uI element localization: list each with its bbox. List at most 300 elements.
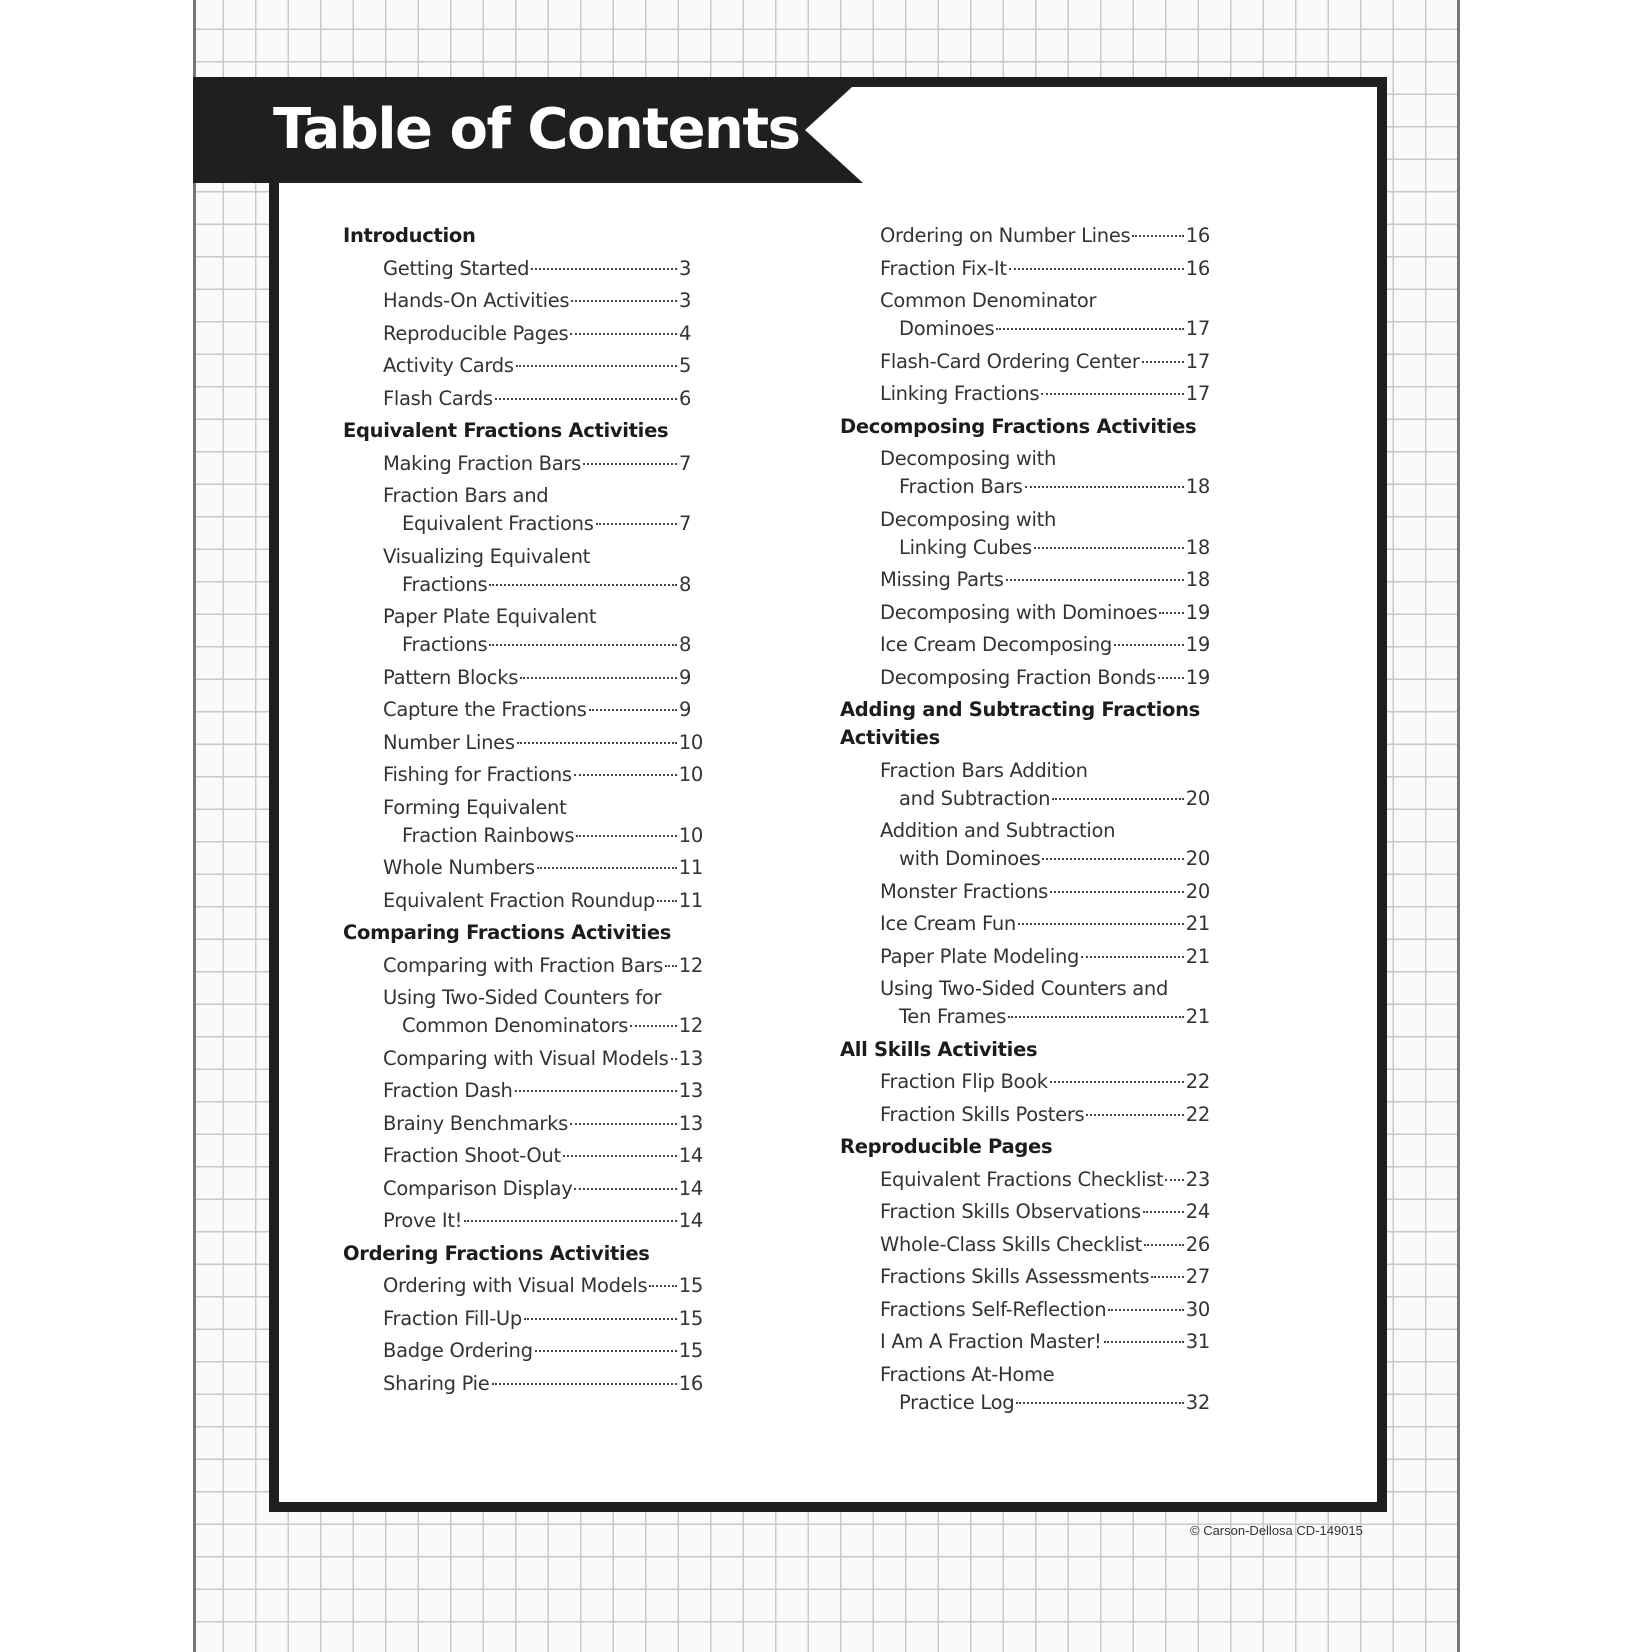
toc-entry-line — [880, 1263, 1210, 1291]
dot-leader — [1108, 1309, 1183, 1311]
page-number: 21 — [1185, 912, 1210, 935]
dot-leader — [1158, 677, 1184, 679]
dot-leader — [1041, 393, 1184, 395]
toc-entry[interactable] — [343, 385, 703, 413]
toc-entry[interactable] — [343, 1207, 703, 1235]
toc-entry-title: Prove It! — [383, 1209, 463, 1232]
toc-entry[interactable] — [343, 729, 703, 757]
toc-entry-second-line — [880, 473, 1210, 501]
dot-leader — [1034, 547, 1184, 549]
toc-entry-title: Brainy Benchmarks — [383, 1111, 568, 1135]
toc-entry[interactable] — [840, 1263, 1210, 1291]
section-heading-text: All Skills Activities — [840, 1037, 1038, 1061]
dot-leader — [1142, 361, 1184, 363]
page-number: 15 — [678, 1306, 703, 1330]
toc-entry-title: Fraction Skills Observations — [880, 1200, 1141, 1223]
page-number: 20 — [1185, 847, 1210, 870]
toc-entry[interactable] — [840, 1361, 1210, 1417]
toc-entry-title: Pattern Blocks — [383, 665, 519, 689]
toc-entry[interactable] — [840, 631, 1210, 659]
toc-entry[interactable] — [343, 320, 703, 348]
toc-entry-line — [383, 287, 703, 315]
page-number: 13 — [678, 1111, 703, 1135]
toc-entry[interactable] — [343, 952, 703, 980]
page-number: 22 — [1185, 1102, 1210, 1126]
dot-leader — [517, 742, 677, 744]
toc-entry[interactable] — [343, 1175, 703, 1203]
dot-leader — [531, 268, 677, 270]
toc-entry-title: Whole-Class Skills Checklist — [880, 1232, 1143, 1256]
toc-entry-line — [880, 566, 1210, 594]
dot-leader — [1143, 1211, 1184, 1213]
toc-entry-first-line — [880, 975, 1210, 1003]
toc-entry-line — [383, 255, 703, 283]
toc-entry-line — [383, 352, 703, 380]
toc-entry-second-line — [880, 1389, 1210, 1417]
toc-entry-line — [383, 696, 703, 724]
page-number: 16 — [1185, 256, 1210, 280]
page-number: 19 — [1185, 633, 1210, 656]
dot-leader — [1086, 1114, 1183, 1116]
toc-entry-line — [880, 1101, 1210, 1129]
page-number: 10 — [678, 823, 703, 847]
section-heading-text: Comparing Fractions Activities — [343, 921, 672, 944]
dot-leader — [492, 1383, 677, 1385]
toc-entry-line — [383, 729, 703, 757]
dot-leader — [1159, 612, 1183, 614]
toc-entry-title: Paper Plate Modeling — [880, 944, 1080, 968]
dot-leader — [489, 584, 677, 586]
toc-entry-title: Capture the Fractions — [383, 698, 587, 721]
dot-leader — [1151, 1276, 1184, 1278]
page-number: 10 — [678, 730, 703, 754]
dot-leader — [515, 1090, 677, 1092]
toc-entry-title: Equivalent Fractions Checklist — [880, 1167, 1164, 1191]
toc-entry[interactable] — [343, 696, 703, 724]
toc-entry-title: Ordering on Number Lines — [880, 224, 1131, 247]
toc-entry-title: Addition and Subtraction — [880, 819, 1116, 842]
dot-leader — [1132, 235, 1183, 237]
toc-entry-title: Decomposing with Dominoes — [880, 600, 1158, 624]
toc-entry-title: Linking Fractions — [880, 382, 1040, 405]
toc-entry[interactable] — [840, 599, 1210, 627]
page-number: 30 — [1185, 1297, 1210, 1321]
dot-leader — [489, 644, 677, 646]
toc-entry-title: Whole Numbers — [383, 856, 535, 879]
toc-entry-second-line — [880, 1003, 1210, 1031]
toc-entry-first-line — [383, 603, 703, 631]
toc-entry-title: Common Denominator — [880, 289, 1097, 312]
toc-entry-title: Making Fraction Bars — [383, 451, 581, 475]
toc-entry-line — [880, 631, 1210, 659]
page-number: 7 — [679, 451, 692, 475]
toc-entry[interactable] — [343, 664, 703, 692]
dot-leader — [596, 523, 677, 525]
toc-entry-title: Fraction Fix-It — [880, 256, 1007, 280]
toc-entry-title: Activity Cards — [383, 354, 514, 377]
toc-entry-title: Monster Fractions — [880, 879, 1049, 903]
toc-entry[interactable] — [840, 287, 1210, 343]
section-heading-text: Adding and Subtracting Fractions — [840, 698, 1200, 721]
dot-leader — [535, 1350, 677, 1352]
toc-entry-line — [383, 854, 703, 882]
page-number: 14 — [678, 1209, 703, 1232]
page-number: 21 — [1185, 1005, 1210, 1028]
page-number: 7 — [679, 512, 692, 535]
toc-entry-second-line — [383, 1012, 703, 1040]
toc-entry[interactable] — [840, 348, 1210, 376]
page-number: 4 — [679, 321, 692, 345]
toc-entry-line — [880, 1198, 1210, 1226]
dot-leader — [1050, 1081, 1184, 1083]
page-number: 23 — [1185, 1167, 1210, 1191]
toc-entry-line — [383, 664, 703, 692]
toc-entry[interactable] — [343, 984, 703, 1040]
toc-entry[interactable] — [840, 380, 1210, 408]
toc-entry-first-line — [880, 506, 1210, 534]
toc-entry[interactable] — [343, 854, 703, 882]
toc-entry-line — [880, 943, 1210, 971]
toc-entry-title: Number Lines — [383, 730, 515, 754]
toc-entry-line — [880, 1068, 1210, 1096]
toc-entry[interactable] — [343, 887, 703, 915]
toc-entry-title: Flash Cards — [383, 386, 493, 410]
toc-entry[interactable] — [343, 1305, 703, 1333]
toc-entry[interactable] — [840, 975, 1210, 1031]
toc-entry-line — [880, 255, 1210, 283]
toc-entry-title: Fractions Skills Assessments — [880, 1265, 1150, 1288]
toc-entry-line — [880, 664, 1210, 692]
section-heading-text: Decomposing Fractions Activities — [840, 414, 1197, 438]
page-number: 5 — [679, 354, 692, 377]
toc-entry-first-line — [880, 287, 1210, 315]
title-banner — [193, 77, 863, 183]
page-number: 14 — [678, 1176, 703, 1200]
toc-entry[interactable] — [343, 1337, 703, 1365]
dot-leader — [464, 1220, 677, 1222]
toc-entry-title: Fraction Bars Addition — [880, 758, 1088, 782]
dot-leader — [495, 398, 677, 400]
toc-entry-line — [880, 878, 1210, 906]
toc-entry[interactable] — [343, 794, 703, 850]
dot-leader — [1009, 268, 1184, 270]
section-heading-text-line2: Activities — [840, 726, 940, 749]
toc-entry-first-line — [880, 817, 1210, 845]
page-number: 26 — [1185, 1232, 1210, 1256]
toc-entry-title-continued: Fractions — [402, 572, 488, 596]
dot-leader — [657, 900, 677, 902]
dot-leader — [574, 1188, 676, 1190]
dot-leader — [630, 1025, 677, 1027]
section-heading-text: Introduction — [343, 224, 476, 247]
toc-entry-title: Decomposing Fraction Bonds — [880, 665, 1156, 689]
toc-entry-title: Forming Equivalent — [383, 795, 567, 819]
toc-entry-second-line — [383, 822, 703, 850]
toc-entry-line — [383, 1272, 703, 1300]
toc-entry-title-continued: with Dominoes — [899, 847, 1041, 870]
toc-entry[interactable] — [840, 1166, 1210, 1194]
page-number: 32 — [1185, 1390, 1210, 1414]
toc-entry-line — [383, 1207, 703, 1235]
dot-leader — [1081, 956, 1184, 958]
page-number: 31 — [1185, 1330, 1210, 1353]
dot-leader — [1052, 798, 1184, 800]
toc-entry[interactable] — [343, 543, 703, 599]
page-number: 24 — [1185, 1200, 1210, 1223]
dot-leader — [1042, 858, 1183, 860]
toc-entry[interactable] — [840, 1328, 1210, 1356]
toc-left-column — [343, 222, 703, 1402]
page-number: 3 — [679, 289, 692, 312]
section-heading — [343, 417, 703, 445]
page-number: 17 — [1185, 349, 1210, 373]
toc-entry-title: Using Two-Sided Counters for — [383, 986, 662, 1009]
page-number: 3 — [679, 256, 692, 280]
toc-entry-line — [383, 952, 703, 980]
dot-leader — [516, 365, 677, 367]
dot-leader — [996, 328, 1183, 330]
page-number: 11 — [678, 856, 703, 879]
dot-leader — [1018, 923, 1184, 925]
toc-entry-line — [880, 1328, 1210, 1356]
toc-entry[interactable] — [840, 222, 1210, 250]
page-number: 21 — [1185, 944, 1210, 968]
toc-entry-title: Visualizing Equivalent — [383, 544, 591, 568]
toc-entry-title-continued: Ten Frames — [899, 1005, 1007, 1028]
dot-leader — [570, 333, 677, 335]
toc-entry[interactable] — [840, 1068, 1210, 1096]
dot-leader — [1144, 1244, 1184, 1246]
page-number: 18 — [1185, 535, 1210, 559]
toc-entry-title: Decomposing with — [880, 507, 1057, 531]
toc-entry-title: Fraction Skills Posters — [880, 1102, 1085, 1126]
toc-entry[interactable] — [343, 450, 703, 478]
toc-entry-title: Flash-Card Ordering Center — [880, 349, 1140, 373]
page-number: 16 — [678, 1371, 703, 1395]
toc-entry-title: Fishing for Fractions — [383, 763, 572, 786]
section-heading — [840, 1036, 1210, 1064]
page-number: 13 — [678, 1046, 703, 1070]
toc-entry-first-line — [880, 445, 1210, 473]
toc-entry-second-line — [880, 534, 1210, 562]
section-heading — [840, 696, 1210, 752]
toc-entry-line — [383, 1305, 703, 1333]
page-number: 8 — [679, 633, 692, 656]
toc-entry-first-line — [383, 543, 703, 571]
toc-entry-title-continued: Linking Cubes — [899, 535, 1032, 559]
toc-entry[interactable] — [840, 1296, 1210, 1324]
section-heading — [840, 413, 1210, 441]
toc-entry-line — [383, 1045, 703, 1073]
toc-entry[interactable] — [840, 1101, 1210, 1129]
toc-entry-line — [880, 1166, 1210, 1194]
page-number: 12 — [678, 1014, 703, 1037]
dot-leader — [1114, 644, 1184, 646]
page-number: 11 — [678, 888, 703, 912]
toc-entry-second-line — [880, 785, 1210, 813]
toc-entry-line — [880, 380, 1210, 408]
toc-entry-line — [383, 887, 703, 915]
page-number: 14 — [678, 1144, 703, 1167]
toc-entry-line — [383, 450, 703, 478]
toc-right-column — [840, 222, 1210, 1421]
toc-entry-title-continued: Fraction Rainbows — [402, 823, 575, 847]
page-number: 8 — [679, 572, 692, 596]
toc-entry-title: Reproducible Pages — [383, 321, 569, 345]
toc-entry-title: Fraction Shoot-Out — [383, 1144, 561, 1167]
toc-entry[interactable] — [840, 1231, 1210, 1259]
page-number: 20 — [1185, 879, 1210, 903]
toc-entry[interactable] — [343, 352, 703, 380]
toc-entry[interactable] — [840, 664, 1210, 692]
toc-entry[interactable] — [840, 445, 1210, 501]
toc-entry-title: Ordering with Visual Models — [383, 1274, 648, 1297]
dot-leader — [1016, 1402, 1183, 1404]
page-number: 9 — [679, 665, 692, 689]
toc-entry-line — [383, 320, 703, 348]
page-number: 22 — [1185, 1070, 1210, 1093]
toc-entry-line — [383, 1110, 703, 1138]
toc-entry-first-line — [383, 794, 703, 822]
toc-entry-title: Comparison Display — [383, 1176, 573, 1200]
toc-entry[interactable] — [840, 566, 1210, 594]
toc-entry[interactable] — [343, 761, 703, 789]
toc-entry-first-line — [880, 757, 1210, 785]
dot-leader — [1025, 486, 1184, 488]
page-number: 15 — [678, 1274, 703, 1297]
page-number: 16 — [1185, 224, 1210, 247]
toc-entry-first-line — [880, 1361, 1210, 1389]
toc-entry-second-line — [383, 571, 703, 599]
toc-entry-title: Fraction Bars and — [383, 484, 549, 507]
toc-entry-second-line — [880, 315, 1210, 343]
page-number: 27 — [1185, 1265, 1210, 1288]
dot-leader — [1050, 891, 1184, 893]
toc-entry-title-continued: Common Denominators — [402, 1014, 629, 1037]
dot-leader — [574, 774, 677, 776]
toc-entry-title: Getting Started — [383, 256, 530, 280]
toc-entry-second-line — [880, 845, 1210, 873]
section-heading-text: Reproducible Pages — [840, 1135, 1053, 1158]
toc-entry-title: Fractions At-Home — [880, 1362, 1055, 1386]
toc-entry-title-continued: Equivalent Fractions — [402, 512, 594, 535]
dot-leader — [576, 835, 677, 837]
dot-leader — [571, 300, 677, 302]
toc-entry-title: Comparing with Fraction Bars — [383, 953, 663, 977]
toc-entry-line — [383, 761, 703, 789]
toc-entry[interactable] — [343, 1045, 703, 1073]
section-heading-text: Ordering Fractions Activities — [343, 1241, 650, 1265]
toc-entry-first-line — [383, 984, 703, 1012]
section-heading-text: Equivalent Fractions Activities — [343, 419, 669, 442]
toc-entry-title: Ice Cream Fun — [880, 912, 1016, 935]
toc-entry-title: Fraction Fill-Up — [383, 1306, 522, 1330]
page-number: 19 — [1185, 665, 1210, 689]
dot-leader — [524, 1318, 677, 1320]
dot-leader — [665, 965, 677, 967]
page-number: 9 — [679, 698, 692, 721]
toc-entry-title: Fraction Flip Book — [880, 1070, 1048, 1093]
toc-entry[interactable] — [840, 943, 1210, 971]
toc-entry-title-continued: Practice Log — [899, 1390, 1015, 1414]
toc-entry[interactable] — [343, 482, 703, 538]
toc-entry-line — [880, 1296, 1210, 1324]
toc-entry-title: Using Two-Sided Counters and — [880, 977, 1169, 1000]
toc-entry-title-continued: and Subtraction — [899, 786, 1051, 810]
toc-entry-line — [880, 348, 1210, 376]
page-number: 15 — [678, 1339, 703, 1362]
toc-entry[interactable] — [343, 1077, 703, 1105]
dot-leader — [570, 1123, 677, 1125]
toc-entry[interactable] — [840, 255, 1210, 283]
toc-entry-line — [880, 1231, 1210, 1259]
toc-entry-second-line — [383, 631, 703, 659]
dot-leader — [520, 677, 677, 679]
page-number: 6 — [679, 386, 692, 410]
toc-entry[interactable] — [343, 1142, 703, 1170]
toc-entry-line — [383, 1175, 703, 1203]
toc-entry[interactable] — [840, 817, 1210, 873]
toc-entry[interactable] — [840, 506, 1210, 562]
toc-entry-title: Decomposing with — [880, 447, 1057, 470]
toc-entry-title-continued: Dominoes — [899, 317, 995, 340]
dot-leader — [649, 1285, 676, 1287]
toc-entry-line — [880, 599, 1210, 627]
section-heading — [343, 222, 703, 250]
dot-leader — [671, 1058, 677, 1060]
section-heading — [343, 1240, 703, 1268]
section-heading — [840, 1133, 1210, 1161]
copyright-footer: © Carson-Dellosa CD-149015 — [1190, 1523, 1363, 1538]
toc-entry-line — [880, 222, 1210, 250]
page-number: 18 — [1185, 568, 1210, 591]
page-number: 17 — [1185, 382, 1210, 405]
toc-entry[interactable] — [343, 1110, 703, 1138]
toc-entry-title-continued: Fractions — [402, 633, 488, 656]
toc-entry-second-line — [383, 510, 703, 538]
page-title: Table of Contents — [273, 97, 800, 162]
toc-entry-line — [383, 1370, 703, 1398]
toc-entry[interactable] — [840, 757, 1210, 813]
toc-entry-title: Sharing Pie — [383, 1371, 490, 1395]
page-number: 19 — [1185, 600, 1210, 624]
page-number: 13 — [678, 1079, 703, 1102]
toc-entry-title: Badge Ordering — [383, 1339, 533, 1362]
toc-entry[interactable] — [840, 910, 1210, 938]
toc-entry-title: Hands-On Activities — [383, 289, 570, 312]
toc-entry[interactable] — [343, 603, 703, 659]
toc-entry[interactable] — [343, 255, 703, 283]
toc-entry-title: Comparing with Visual Models — [383, 1046, 669, 1070]
section-heading — [343, 919, 703, 947]
toc-entry[interactable] — [343, 287, 703, 315]
toc-entry-line — [383, 385, 703, 413]
toc-entry-title: I Am A Fraction Master! — [880, 1330, 1102, 1353]
page-number: 18 — [1185, 475, 1210, 498]
dot-leader — [1104, 1341, 1184, 1343]
toc-entry[interactable] — [343, 1370, 703, 1398]
dot-leader — [1165, 1179, 1183, 1181]
dot-leader — [583, 463, 677, 465]
dot-leader — [1008, 1016, 1184, 1018]
toc-entry-line — [880, 910, 1210, 938]
toc-entry[interactable] — [840, 1198, 1210, 1226]
toc-entry-first-line — [383, 482, 703, 510]
toc-entry[interactable] — [343, 1272, 703, 1300]
page-number: 17 — [1185, 317, 1210, 340]
page-number: 20 — [1185, 786, 1210, 810]
toc-entry[interactable] — [840, 878, 1210, 906]
